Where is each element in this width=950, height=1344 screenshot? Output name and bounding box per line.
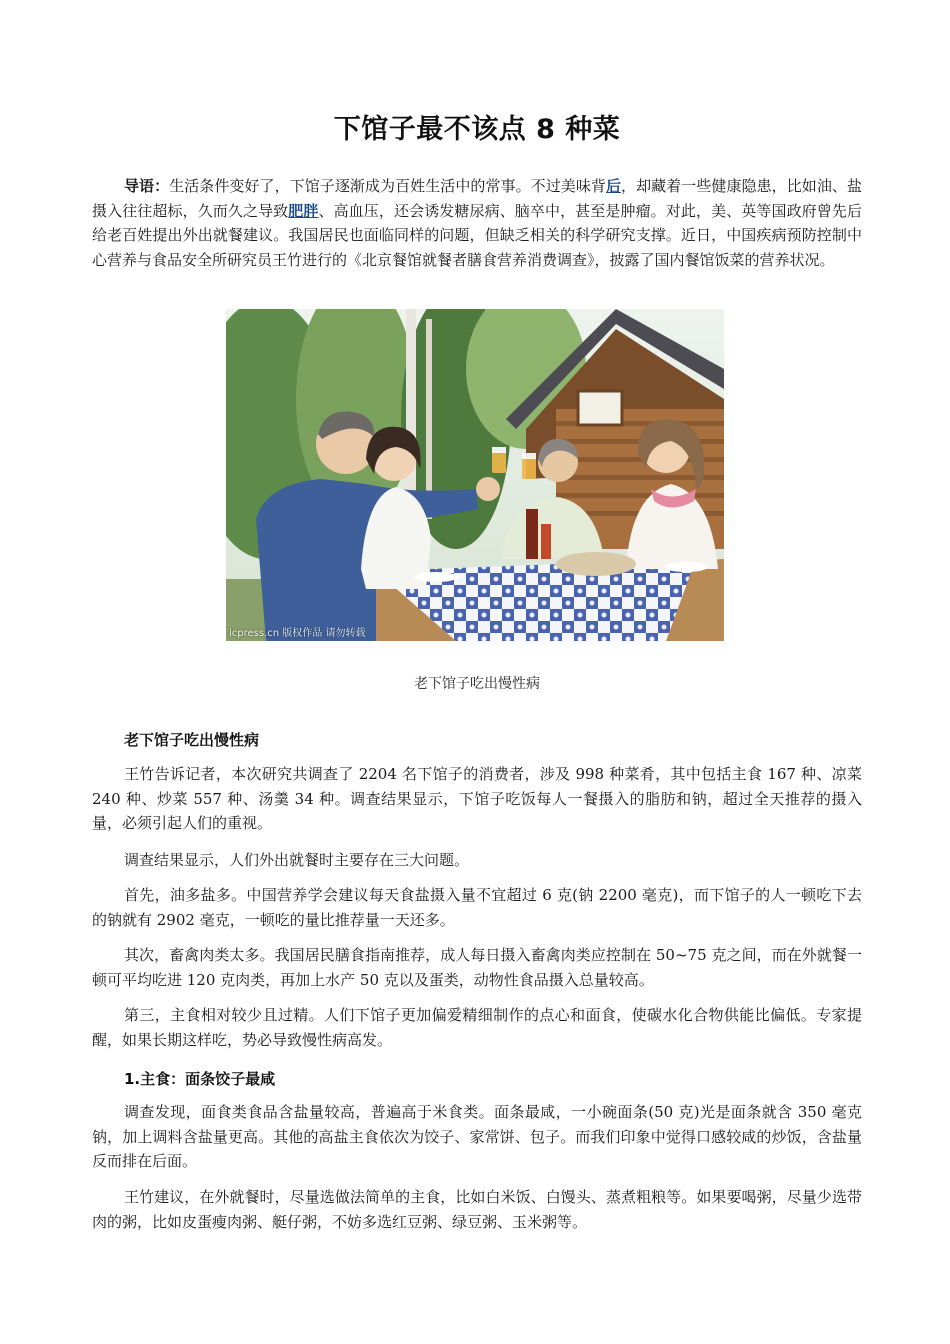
- link-hou[interactable]: 后: [605, 177, 622, 195]
- section-heading-2: 1.主食：面条饺子最咸: [124, 1070, 276, 1088]
- paragraph-advice: 王竹建议，在外就餐时，尽量选做法简单的主食，比如白米饭、白馒头、蒸煮粗粮等。如果要喝粥，尽量少选带肉的粥，比如皮蛋瘦肉粥、艇仔粥，不妨多选红豆粥、绿豆粥、玉米粥等。: [92, 1188, 862, 1231]
- paragraph-survey: 王竹告诉记者，本次研究共调查了 2204 名下馆子的消费者，涉及 998 种菜肴，其中包括主食 167 种、凉菜 240 种、炒菜 557 种、汤羹 34 种。调查结果显示，下馆子吃饭每人一餐摄入的脂肪和钠，超过全天推荐的摄入量，必须引起人们的重视。: [92, 765, 862, 833]
- paragraph-first: 首先，油多盐多。中国营养学会建议每天食盐摄入量不宜超过 6 克(钠 2200 毫克)，而下馆子的人一顿吃下去的钠就有 2902 毫克，一顿吃的量比推荐量一天还多。: [92, 886, 862, 929]
- image-caption: 老下馆子吃出慢性病: [414, 676, 540, 692]
- photo-watermark: icpress.cn 版权作品 请勿转载: [229, 628, 366, 639]
- intro-paragraph: [92, 174, 862, 272]
- article-photo: [226, 309, 724, 641]
- intro-text-2: ，却藏着一些健康隐患，比如油、盐摄入往往超标，久而久之导致: [92, 177, 862, 220]
- paragraph-second: 其次，畜禽肉类太多。我国居民膳食指南推荐，成人每日摄入畜禽肉类应控制在 50~75 克之间，而在外就餐一顿可平均吃进 120 克肉类，再加上水产 50 克以及蛋类，动物性食品摄入总量较高。: [92, 946, 862, 989]
- paragraph-noodles: 调查发现，面食类食品含盐量较高，普遍高于米食类。面条最咸，一小碗面条(50 克)光是面条就含 350 毫克钠，加上调料含盐量更高。其他的高盐主食依次为饺子、家常饼、包子。而我们印象中觉得口感较咸的炒饭，含盐量反而排在后面。: [92, 1103, 862, 1171]
- section-heading-1: 老下馆子吃出慢性病: [124, 731, 260, 749]
- link-feipang[interactable]: 肥胖: [288, 201, 319, 220]
- paragraph-third: 第三，主食相对较少且过精。人们下馆子更加偏爱精细制作的点心和面食，使碳水化合物供能比偏低。专家提醒，如果长期这样吃，势必导致慢性病高发。: [92, 1006, 862, 1049]
- paragraph-three-problems: 调查结果显示，人们外出就餐时主要存在三大问题。: [124, 851, 470, 869]
- article-title: 下馆子最不该点 8 种菜: [333, 114, 621, 145]
- intro-lead: 导语：: [124, 177, 170, 195]
- photo-illustration: [226, 309, 724, 641]
- intro-text-1: 生活条件变好了，下馆子逐渐成为百姓生活中的常事。不过美味背: [169, 177, 606, 195]
- intro-text-3: 、高血压，还会诱发糖尿病、脑卒中，甚至是肿瘤。对此，美、英等国政府曾先后给老百姓提出外出就餐建议。我国居民也面临同样的问题，但缺乏相关的科学研究支撑。近日，中国疾病预防控制中心营养与食品安全所研究员王竹进行的《北京餐馆就餐者膳食营养消费调查》，披露了国内餐馆饭菜的营养状况。: [92, 201, 862, 269]
